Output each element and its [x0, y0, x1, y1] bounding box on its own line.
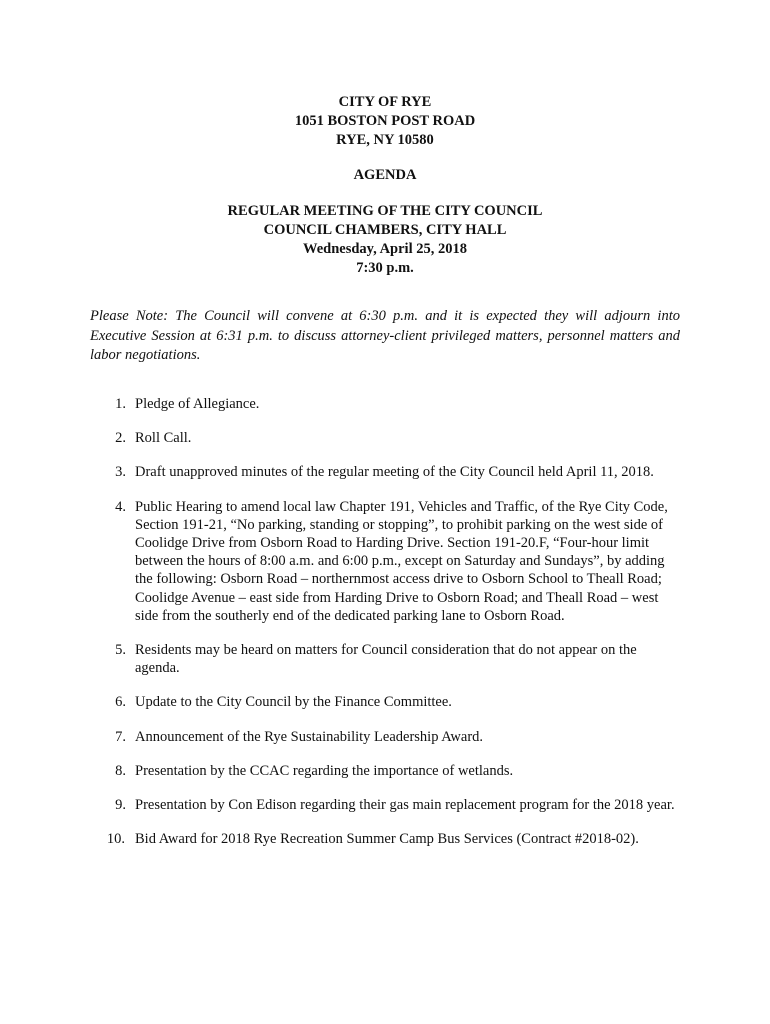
item-number: 5.	[115, 642, 126, 659]
agenda-item	[0, 830, 680, 848]
agenda-item	[0, 429, 680, 447]
item-number: 9.	[115, 797, 126, 814]
meeting-date: Wednesday, April 25, 2018	[303, 241, 467, 257]
city-state-zip: RYE, NY 10580	[336, 132, 434, 148]
agenda-item	[0, 463, 680, 481]
item-text: Announcement of the Rye Sustainability Leadership Award.	[135, 728, 484, 745]
item-text: Draft unapproved minutes of the regular meeting of the City Council held April 11, 2018.	[135, 464, 654, 481]
item-number: 3.	[115, 464, 126, 481]
item-number: 8.	[115, 762, 126, 779]
agenda-item	[0, 728, 680, 746]
item-number: 10.	[106, 831, 125, 848]
agenda-item	[0, 796, 680, 814]
item-number: 2.	[115, 430, 126, 447]
item-number: 1.	[115, 396, 126, 412]
item-text: Bid Award for 2018 Rye Recreation Summer Camp Bus Services (Contract #2018-02).	[135, 831, 639, 848]
agenda-item	[0, 395, 680, 413]
item-number: 6.	[115, 694, 126, 711]
agenda-item	[0, 498, 680, 625]
agenda-heading	[0, 166, 770, 185]
meeting-type: REGULAR MEETING OF THE CITY COUNCIL	[227, 203, 543, 219]
agenda-item	[0, 641, 680, 677]
agenda-item	[0, 693, 680, 711]
item-text: Presentation by Con Edison regarding their gas main replacement program for the 2018 year.	[135, 797, 675, 814]
agenda-item	[0, 762, 680, 780]
item-number: 4.	[115, 498, 126, 515]
item-text: Update to the City Council by the Finance Committee.	[135, 694, 452, 711]
item-number: 7.	[115, 728, 126, 745]
header-address	[0, 93, 770, 150]
item-text: Presentation by the CCAC regarding the importance of wetlands.	[135, 762, 514, 779]
item-text: Residents may be heard on matters for Council consideration that do not appear on the agenda.	[135, 642, 637, 677]
agenda-items-list	[0, 395, 770, 864]
meeting-details	[0, 202, 770, 278]
meeting-location: COUNCIL CHAMBERS, CITY HALL	[263, 222, 507, 238]
street-address: 1051 BOSTON POST ROAD	[294, 113, 476, 129]
agenda-title: AGENDA	[353, 167, 417, 183]
please-note-paragraph: Please Note: The Council will convene at 6:30 p.m. and it is expected they will adjourn into Executive Session at 6:31 p.m. to discuss attorney-client privileged matters, personnel matters and labor negotiations.	[90, 308, 680, 363]
item-text: Pledge of Allegiance.	[135, 396, 260, 412]
item-text: Roll Call.	[135, 430, 192, 447]
meeting-time: 7:30 p.m.	[356, 260, 414, 276]
city-name: CITY OF RYE	[338, 94, 432, 110]
item-text: Public Hearing to amend local law Chapter 191, Vehicles and Traffic, of the Rye City Code, Section 191-21, “No parking, standing or stopping”, to prohibit parking on the west side of Coolidge Drive from Osborn Road to Harding Drive. Section 191-20.F, “Four-hour limit between the hours of 8:00 a.m. and 6:00 p.m., except on Saturday and Sundays”, by adding the following: Osborn Road – northernmost access drive to Osborn School to Theall Road; Coolidge Avenue – east side from Harding Drive to Osborn Road; and Theall Road – west side from the southerly end of the dedicated parking lane to Osborn Road.	[135, 498, 668, 624]
